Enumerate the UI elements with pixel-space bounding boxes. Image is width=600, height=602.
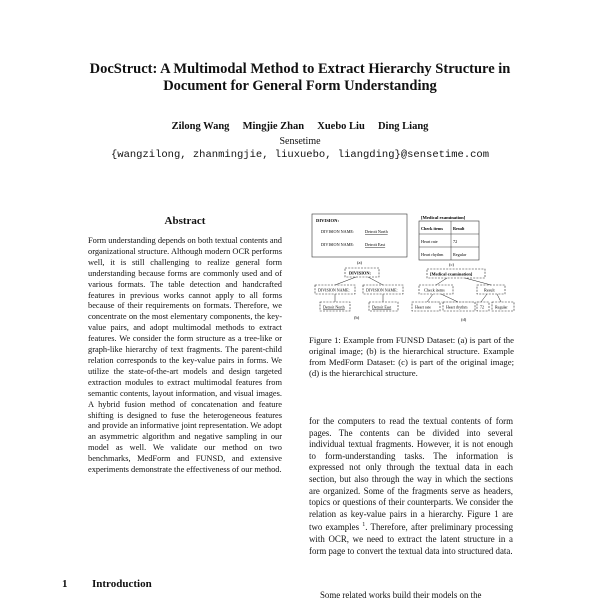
figure-b-key1: DIVISION NAME: <box>318 287 350 293</box>
figure-c-title: [Medical examination] <box>421 215 466 220</box>
figure-a-row1-key: DIVISION NAME: <box>321 229 355 234</box>
figure-c-r2c1: Heart rhythm <box>421 252 444 257</box>
author-emails: {wangzilong, zhanmingjie, liuxuebo, liangding}@sensetime.com <box>110 149 490 161</box>
figure-d-n1: Check items <box>424 287 445 293</box>
figure-b-key2: DIVISION NAME: <box>366 287 398 293</box>
figure-a-row1-value: Detroit North <box>365 229 388 234</box>
figure-c-col2: Result <box>453 226 465 231</box>
affiliation: Sensetime <box>279 136 321 147</box>
figure-d-label: (d) <box>461 317 467 322</box>
abstract-text: Form understanding depends on both textual contents and organizational structure. Although modern OCR performs well, it is still challenging to realize general form understanding because forms are commonly used and of various formats. The table detection and handcrafted features in previous works cannot apply to all forms because of their requirements on formats. Therefore, we concentrate on the most elementary components, the key-value pairs, and adopt multimodal methods to extract features. We consider the form structure as a tree-like or graph-like hierarchy of text fragments. The parent-child relation corresponds to the key-value pairs in forms. We utilize the state-of-the-art models and design targeted extraction modules to extract multimodal features from semantic contents, layout information, and visual images. A hybrid fusion method of concatenation and feature shifting is designed to fuse the heterogeneous features and provide an informative joint representation. We adopt an asymmetric algorithm and negative sampling in our model as well. We validate our method on two benchmarks, MedForm and FUNSD, and extensive experiments demonstrate the effectiveness of our method. <box>88 236 282 475</box>
figure-d-l1: Heart rate <box>415 304 431 310</box>
abstract-heading: Abstract <box>164 215 206 227</box>
author-name: Zilong Wang <box>171 121 230 132</box>
figure-c-r1c1: Heart rate <box>421 239 438 244</box>
title-line-2: Document for General Form Understanding <box>163 78 437 94</box>
figure-c-label: (c) <box>449 262 454 267</box>
figure-a-label: (a) <box>357 260 362 265</box>
intro-paragraph <box>309 416 513 557</box>
figure-d-l3: 72 <box>480 304 484 310</box>
figure-caption: Figure 1: Example from FUNSD Dataset: (a) is part of the original image; (b) is the hierarchical structure. Example from MedForm Dataset: (c) is part of the original image; (d) is the hierarchical structure. <box>309 335 514 378</box>
figure-d-l2: Heart rhythm <box>446 304 468 310</box>
figure-d-l4: Regular <box>495 304 508 310</box>
section-number: 1 <box>62 578 68 590</box>
figure-b-val2: Detroit East <box>372 304 392 310</box>
figure-c-col1: Check items <box>421 226 443 231</box>
author-name: Ding Liang <box>377 121 429 132</box>
figure-a-division: DIVISION: <box>316 218 339 223</box>
figure-d-n2: Result <box>484 287 495 293</box>
figure-c-r2c2: Regular <box>453 252 467 257</box>
section-heading: Introduction <box>92 578 152 590</box>
intro-text-end: . Therefore, after preliminary processing with OCR, we need to extract the latent structure in a form page to convert the textual data into structured data. <box>309 522 514 556</box>
paper-title <box>0 61 600 95</box>
footnote-marker: 1 <box>362 522 366 529</box>
author-name: Xuebo Liu <box>317 121 365 132</box>
figure-d-root: [Medical examination] <box>430 271 473 277</box>
intro-text: for the computers to read the textual contents of form pages. The contents can be divided into several individual textual fragments. However, it is not enough to form-understanding tasks. The information is expressed not only through the textual data in each section, but also through the way in which the sections are organized. Some of the fragments serve as headers, topics or questions of their counterparts. We consider the relation as key-value pairs in a hierarchy. Figure 1 are two examples <box>309 416 513 533</box>
figure-b-root: DIVISION: <box>349 270 371 276</box>
figure-a-row2-value: Detroit East <box>365 242 386 247</box>
figure-c-r1c2: 72 <box>453 239 458 244</box>
figure-a-row2-key: DIVISION NAME: <box>321 242 355 247</box>
figure-b-val1: Detroit North <box>323 304 345 310</box>
intro-paragraph-2: Some related works build their models on the <box>320 590 482 600</box>
figure-1 <box>311 213 516 331</box>
title-line-1: DocStruct: A Multimodal Method to Extract Hierarchy Structure in <box>89 61 511 77</box>
author-name: Mingjie Zhan <box>242 121 305 132</box>
author-list <box>0 121 600 132</box>
figure-b-label: (b) <box>354 315 360 320</box>
